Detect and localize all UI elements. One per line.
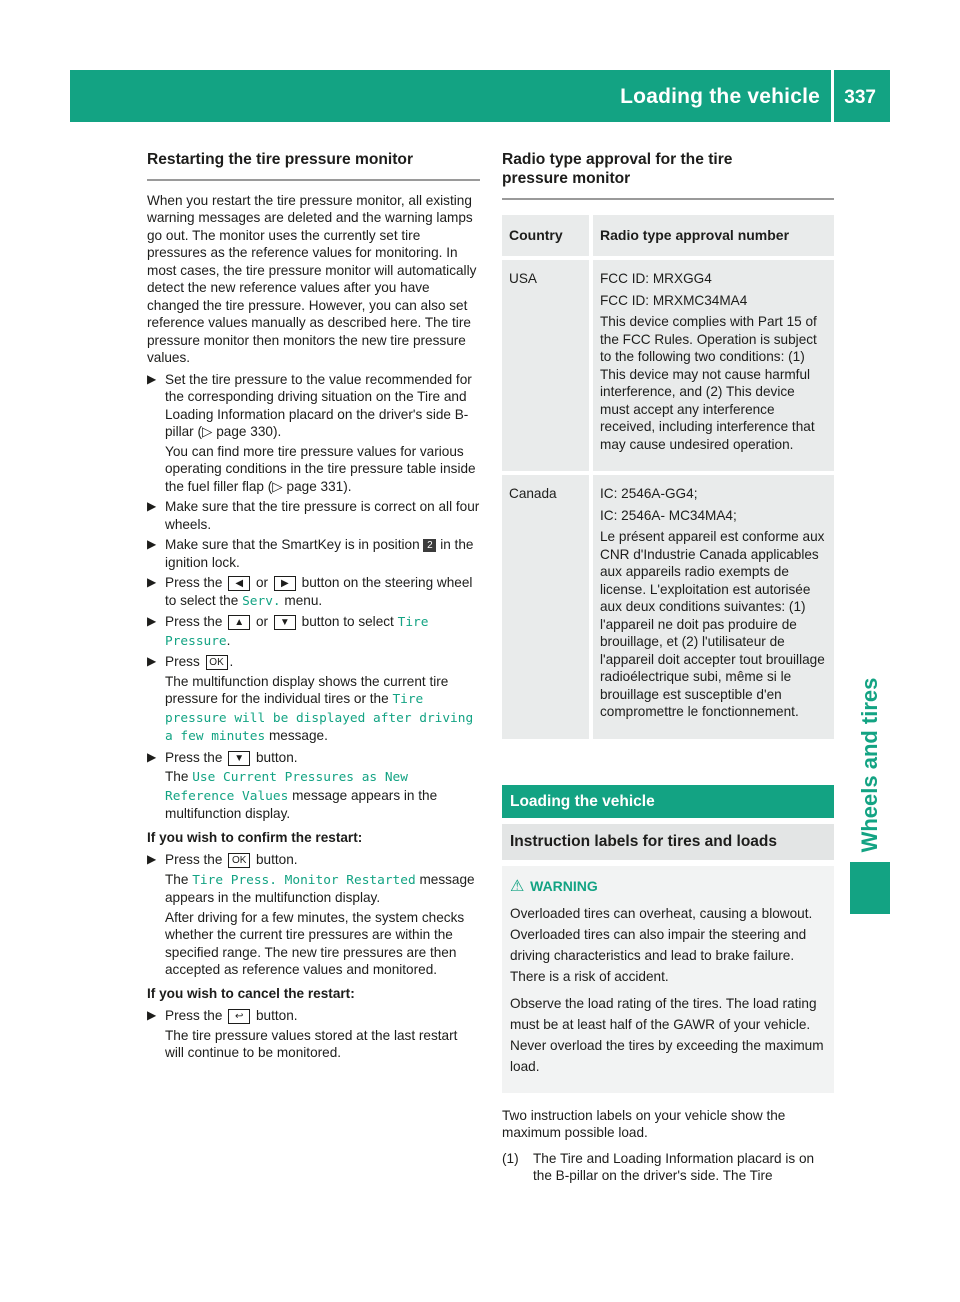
confirm-heading: If you wish to confirm the restart: bbox=[147, 829, 363, 845]
header-title: Loading the vehicle bbox=[620, 85, 820, 108]
step-arrow-icon: ▶ bbox=[147, 575, 157, 589]
ok-button-icon: OK bbox=[228, 853, 250, 868]
column-header: Country bbox=[502, 215, 591, 259]
chapter-tab-label: Wheels and tires bbox=[857, 677, 882, 853]
right-button-icon: ▶ bbox=[274, 576, 296, 591]
step-press-ok: ▶ Press OK . The multifunction display shows the current tire pressure for the individual tires or the Tire pressure will be displayed after driving a few minutes message. bbox=[147, 654, 474, 744]
back-button-icon: ↩ bbox=[228, 1009, 250, 1024]
approval-cell: FCC ID: MRXGG4 FCC ID: MRXMC34MA4 This device complies with Part 15 of the FCC Rules. Operation is subject to the following two conditions: (1) This device may not cause harmful interference, and (2) This device must accept any interference received, including interference that may cause undesired operation. bbox=[591, 258, 834, 473]
heading-rule bbox=[502, 198, 834, 200]
table-row bbox=[502, 473, 834, 739]
down-button-icon: ▼ bbox=[274, 615, 296, 630]
step-arrow-icon: ▶ bbox=[147, 654, 157, 668]
step-smartkey: ▶ Make sure that the SmartKey is in position 2 in the ignition lock. bbox=[147, 537, 474, 570]
section-heading: Radio type approval for the tire pressure monitor bbox=[502, 151, 733, 187]
ok-button-icon: OK bbox=[206, 655, 228, 670]
step-arrow-icon: ▶ bbox=[147, 537, 157, 551]
section-title-bar: Loading the vehicle bbox=[502, 785, 834, 819]
page-number: 337 bbox=[844, 87, 876, 108]
step-arrow-icon: ▶ bbox=[147, 1008, 157, 1022]
display-text: Tire Pressure bbox=[165, 615, 429, 649]
chapter-marker bbox=[850, 862, 890, 914]
chapter-tab bbox=[850, 640, 890, 890]
body-paragraph: Two instruction labels on your vehicle show the maximum possible load. bbox=[502, 1107, 786, 1140]
step-cancel: ▶ Press the ↩ button. The tire pressure values stored at the last restart will continue to be monitored. bbox=[147, 1008, 458, 1060]
cancel-heading: If you wish to cancel the restart: bbox=[147, 985, 355, 1001]
display-text: Use Current Pressures as New Reference Values bbox=[165, 770, 408, 804]
down-button-icon: ▼ bbox=[228, 751, 250, 766]
step-arrow-icon: ▶ bbox=[147, 499, 157, 513]
step-select-tire-pressure: ▶ Press the ▲ or ▼ button to select Tire Pressure. bbox=[147, 614, 429, 649]
approval-table bbox=[502, 215, 834, 739]
step-check-wheels: ▶ Make sure that the tire pressure is correct on all four wheels. bbox=[147, 499, 480, 532]
page-header bbox=[70, 70, 890, 122]
step-arrow-icon: ▶ bbox=[147, 852, 157, 866]
step-arrow-icon: ▶ bbox=[147, 614, 157, 628]
table-row bbox=[502, 258, 834, 473]
section-heading: Restarting the tire pressure monitor bbox=[147, 151, 414, 168]
left-button-icon: ◀ bbox=[228, 576, 250, 591]
country-cell: Canada bbox=[502, 473, 591, 739]
warning-title: WARNING bbox=[530, 877, 598, 894]
list-number: (1) bbox=[502, 1150, 519, 1166]
warning-text: Observe the load rating of the tires. The load rating must be at least half of the GAWR of your vehicle. Never overload the tires by exceeding the maximum load. bbox=[510, 995, 824, 1074]
right-column bbox=[502, 150, 834, 1185]
display-text: Serv. bbox=[242, 593, 281, 609]
left-column bbox=[147, 150, 480, 1065]
heading-rule bbox=[147, 179, 480, 181]
intro-paragraph: When you restart the tire pressure monitor, all existing warning messages are deleted and the warning lamps go out. The monitor uses the currently set tire pressures as the reference values for monitoring. In most cases, the tire pressure monitor will automatically detect the new reference values after you have changed the tire pressure. However, you can also set reference values manually as described here. The tire pressure monitor then monitors the new tire pressure values. bbox=[147, 192, 477, 365]
step-arrow-icon: ▶ bbox=[147, 371, 157, 386]
step-press-down: ▶ Press the ▼ button. The Use Current Pressures as New Reference Values message appears in the multifunction display. bbox=[147, 749, 438, 821]
list-item: (1) The Tire and Loading Information placard is on the B-pillar on the driver's side. The Tire bbox=[502, 1150, 815, 1183]
step-select-menu: ▶ Press the ◀ or ▶ button on the steering wheel to select the Serv. menu. bbox=[147, 575, 473, 609]
country-cell: USA bbox=[502, 258, 591, 473]
display-text: Tire Press. Monitor Restarted bbox=[192, 872, 416, 888]
approval-cell: IC: 2546A-GG4; IC: 2546A- MC34MA4; Le présent appareil est conforme aux CNR d'Industrie Canada applicables aux appareils radio exempts de license. L'exploitation est autorisée aux deux conditions suivantes: (1) l'appareil ne doit pas produire de brouillage, et (2) l'utilisateur de l'appareil doit accepter tout brouillage radioélectrique subi, même si le brouillage est susceptible d'en compromettre le fonctionnement. bbox=[591, 473, 834, 739]
header-divider bbox=[831, 70, 834, 122]
warning-triangle-icon: ⚠ bbox=[510, 877, 525, 895]
step-confirm: ▶ Press the OK button. The Tire Press. Monitor Restarted message appears in the multifunction display. After driving for a few minutes, the system checks whether the current tire pressures are within the specified range. The new tire pressures are then accepted as reference values and monitored. bbox=[147, 852, 475, 977]
step-set-pressure: ▶ Set the tire pressure to the value recommended for the corresponding driving situation on the Tire and Loading Information placard on the driver's side B-pillar (▷ page 330). You can find more tire pressure values for various operating conditions in the tire pressure table inside the fuel filler flap (▷ page 331). bbox=[147, 371, 476, 494]
display-text: Tire pressure will be displayed after driving a few minutes bbox=[165, 692, 474, 744]
up-button-icon: ▲ bbox=[228, 615, 250, 630]
subsection-title-bar: Instruction labels for tires and loads bbox=[502, 824, 834, 860]
warning-box bbox=[502, 866, 834, 1093]
column-header: Radio type approval number bbox=[591, 215, 834, 259]
table-header-row bbox=[502, 215, 834, 259]
warning-text: Overloaded tires can overheat, causing a blowout. Overloaded tires can also impair the steering and driving characteristics and lead to brake failure. There is a risk of accident. bbox=[510, 905, 813, 984]
key-position-badge: 2 bbox=[423, 539, 436, 552]
step-arrow-icon: ▶ bbox=[147, 749, 157, 764]
